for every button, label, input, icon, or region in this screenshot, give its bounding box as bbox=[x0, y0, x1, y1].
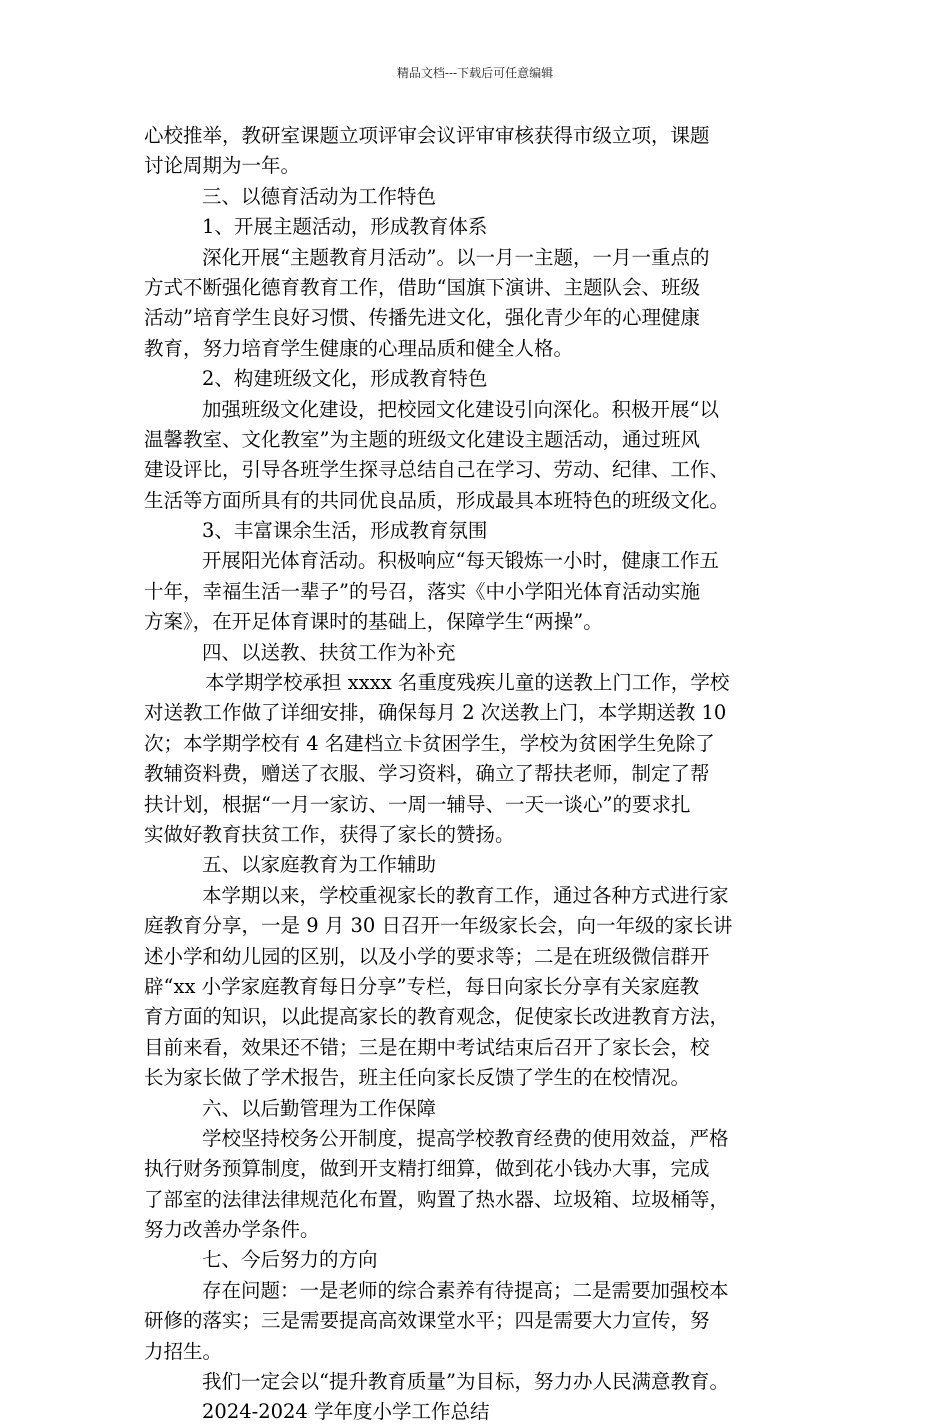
text-line: 建设评比，引导各班学生探寻总结自己在学习、劳动、纪律、工作、 bbox=[144, 458, 730, 482]
text-line: 讨论周期为一年。 bbox=[144, 154, 301, 178]
text-line: 辟“xx 小学家庭教育每日分享”专栏，每日向家长分享有关家庭教 bbox=[144, 974, 700, 998]
text-line: 了部室的法律法律规范化布置，购置了热水器、垃圾箱、垃圾桶等， bbox=[144, 1187, 730, 1211]
text-line: 学校坚持校务公开制度，提高学校教育经费的使用效益，严格 bbox=[202, 1126, 729, 1150]
text-line: 努力改善办学条件。 bbox=[144, 1218, 320, 1242]
text-line: 本学期学校承担 xxxx 名重度残疾儿童的送教上门工作，学校 bbox=[205, 671, 730, 695]
text-line: 五、以家庭教育为工作辅助 bbox=[202, 853, 437, 877]
text-line: 方案》，在开足体育课时的基础上，保障学生“两操”。 bbox=[144, 610, 603, 634]
text-line: 次；本学期学校有 4 名建档立卡贫困学生，学校为贫困学生免除了 bbox=[144, 731, 715, 755]
text-line: 扶计划，根据“一月一家访、一周一辅导、一天一谈心”的要求扎 bbox=[144, 792, 691, 816]
text-line: 六、以后勤管理为工作保障 bbox=[202, 1096, 437, 1120]
text-line: 教育，努力培育学生健康的心理品质和健全人格。 bbox=[144, 336, 574, 360]
text-line: 1、开展主题活动，形成教育体系 bbox=[202, 215, 488, 239]
text-line: 四、以送教、扶贫工作为补充 bbox=[202, 640, 456, 664]
text-line: 长为家长做了学术报告，班主任向家长反馈了学生的在校情况。 bbox=[144, 1066, 691, 1090]
text-line: 开展阳光体育活动。积极响应“每天锻炼一小时，健康工作五 bbox=[202, 549, 719, 573]
text-line: 心校推举，教研室课题立项评审会议评审审核获得市级立项，课题 bbox=[144, 124, 710, 147]
text-line: 七、今后努力的方向 bbox=[202, 1248, 378, 1272]
text-line: 目前来看，效果还不错；三是在期中考试结束后召开了家长会，校 bbox=[144, 1035, 710, 1059]
text-line: 三、以德育活动为工作特色 bbox=[202, 184, 437, 208]
text-line: 活动”培育学生良好习惯、传播先进文化，强化青少年的心理健康 bbox=[144, 306, 700, 330]
text-line: 3、丰富课余生活，形成教育氛围 bbox=[202, 519, 488, 543]
text-line: 我们一定会以“提升教育质量”为目标，努力办人民满意教育。 bbox=[202, 1370, 729, 1394]
text-line: 加强班级文化建设，把校园文化建设引向深化。积极开展“以 bbox=[202, 397, 719, 421]
text-line: 教辅资料费，赠送了衣服、学习资料，确立了帮扶老师，制定了帮 bbox=[144, 762, 710, 786]
text-line: 力招生。 bbox=[144, 1339, 223, 1363]
text-line: 深化开展“主题教育月活动”。以一月一主题，一月一重点的 bbox=[202, 245, 710, 269]
text-line: 十年，幸福生活一辈子”的号召，落实《中小学阳光体育活动实施 bbox=[144, 579, 700, 603]
text-line: 存在问题：一是老师的综合素养有待提高；二是需要加强校本 bbox=[202, 1278, 729, 1302]
text-line: 实做好教育扶贫工作，获得了家长的赞扬。 bbox=[144, 822, 515, 846]
text-line: 温馨教室、文化教室”为主题的班级文化建设主题活动，通过班风 bbox=[144, 427, 700, 451]
text-line: 育方面的知识，以此提高家长的教育观念，促使家长改进教育方法， bbox=[144, 1005, 730, 1029]
text-line: 对送教工作做了详细安排，确保每月 2 次送教上门，本学期送教 10 bbox=[144, 701, 727, 725]
text-line: 本学期以来，学校重视家长的教育工作，通过各种方式进行家 bbox=[202, 883, 729, 907]
text-line: 庭教育分享，一是 9 月 30 日召开一年级家长会，向一年级的家长讲 bbox=[144, 914, 733, 938]
text-line: 研修的落实；三是需要提高高效课堂水平；四是需要大力宣传，努 bbox=[144, 1309, 710, 1333]
page-header: 精品文档---下载后可任意编辑 bbox=[396, 66, 554, 80]
text-line: 执行财务预算制度，做到开支精打细算，做到花小钱办大事，完成 bbox=[144, 1157, 710, 1181]
text-line: 方式不断强化德育教育工作，借助“国旗下演讲、主题队会、班级 bbox=[144, 275, 700, 299]
text-line: 2024-2024 学年度小学工作总结 bbox=[202, 1400, 490, 1424]
text-line: 2、构建班级文化，形成教育特色 bbox=[202, 367, 488, 391]
document-body bbox=[144, 121, 824, 1428]
text-line: 生活等方面所具有的共同优良品质，形成最具本班特色的班级文化。 bbox=[144, 488, 730, 512]
text-line: 述小学和幼儿园的区别，以及小学的要求等；二是在班级微信群开 bbox=[144, 944, 710, 968]
